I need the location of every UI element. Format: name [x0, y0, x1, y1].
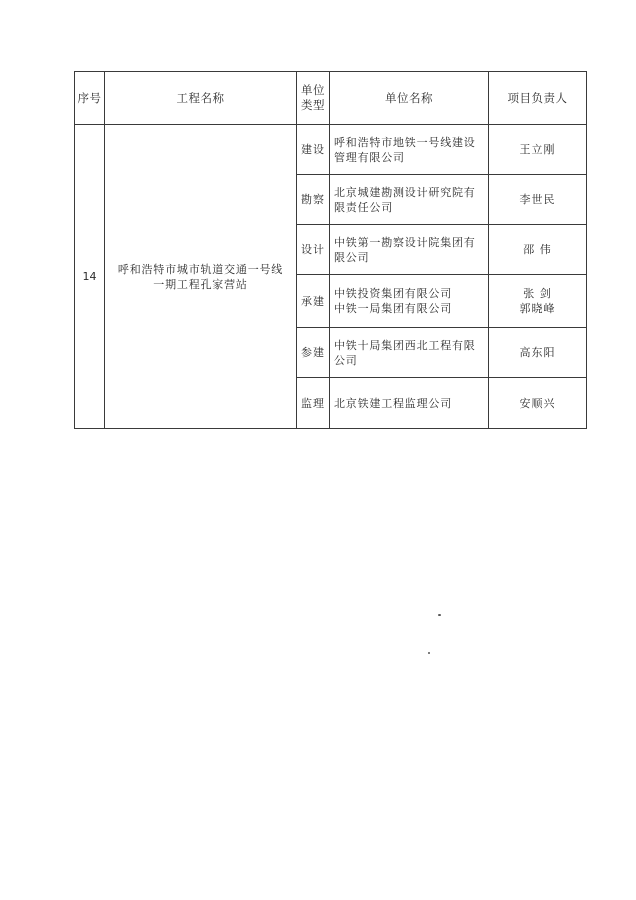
unit-type-cell: 勘察 — [297, 175, 330, 225]
unit-type-cell: 监理 — [297, 378, 330, 429]
unit-name-line1: 北京城建勘测设计研究院有 — [334, 185, 476, 199]
lead-line1: 张 剑 — [523, 287, 552, 300]
lead-line1: 安顺兴 — [519, 396, 556, 410]
project-table — [74, 71, 587, 429]
unit-name-cell — [330, 378, 489, 429]
unit-type-cell: 承建 — [297, 275, 330, 328]
unit-type-cell: 参建 — [297, 328, 330, 378]
unit-type-cell: 设计 — [297, 225, 330, 275]
table-header-row — [75, 72, 587, 125]
unit-name-line1: 中铁第一勘察设计院集团有 — [334, 235, 476, 249]
lead-line1: 高东阳 — [519, 346, 556, 359]
unit-name-cell — [330, 225, 489, 275]
unit-name-line2: 公司 — [334, 353, 358, 367]
project-name-line1: 呼和浩特市城市轨道交通一号线 — [117, 262, 284, 276]
header-unit-name: 单位名称 — [330, 72, 489, 125]
lead-cell — [489, 125, 587, 175]
table-row — [75, 125, 587, 175]
unit-type-cell: 建设 — [297, 125, 330, 175]
unit-name-cell — [330, 275, 489, 328]
header-lead: 项目负责人 — [489, 72, 587, 125]
header-unit-type — [297, 72, 330, 125]
header-unit-type-line2: 类型 — [301, 98, 325, 112]
unit-name-line2: 管理有限公司 — [334, 150, 405, 164]
lead-cell — [489, 328, 587, 378]
lead-cell — [489, 175, 587, 225]
lead-line2: 郭晓峰 — [519, 302, 556, 315]
scan-speck — [438, 614, 441, 616]
lead-line1: 邵 伟 — [523, 243, 552, 256]
header-unit-type-line1: 单位 — [301, 83, 325, 97]
unit-name-line1: 中铁投资集团有限公司 — [334, 287, 452, 300]
unit-name-line1: 呼和浩特市地铁一号线建设 — [334, 135, 476, 149]
unit-name-line2: 中铁一局集团有限公司 — [334, 302, 452, 315]
header-seq: 序号 — [75, 72, 105, 125]
project-name-cell — [105, 125, 297, 429]
lead-cell — [489, 225, 587, 275]
lead-line1: 王立刚 — [519, 143, 556, 156]
unit-name-line2: 限责任公司 — [334, 200, 393, 214]
scan-speck — [428, 652, 430, 654]
unit-name-line2: 限公司 — [334, 250, 370, 264]
header-project: 工程名称 — [105, 72, 297, 125]
lead-line1: 李世民 — [519, 193, 556, 206]
unit-name-line1: 中铁十局集团西北工程有限 — [334, 338, 476, 352]
unit-name-line1: 北京铁建工程监理公司 — [334, 396, 452, 410]
unit-name-cell — [330, 175, 489, 225]
lead-cell — [489, 378, 587, 429]
project-name-line2: 一期工程孔家营站 — [153, 277, 248, 291]
lead-cell — [489, 275, 587, 328]
unit-name-cell — [330, 125, 489, 175]
unit-name-cell — [330, 328, 489, 378]
seq-cell: 14 — [75, 125, 105, 429]
